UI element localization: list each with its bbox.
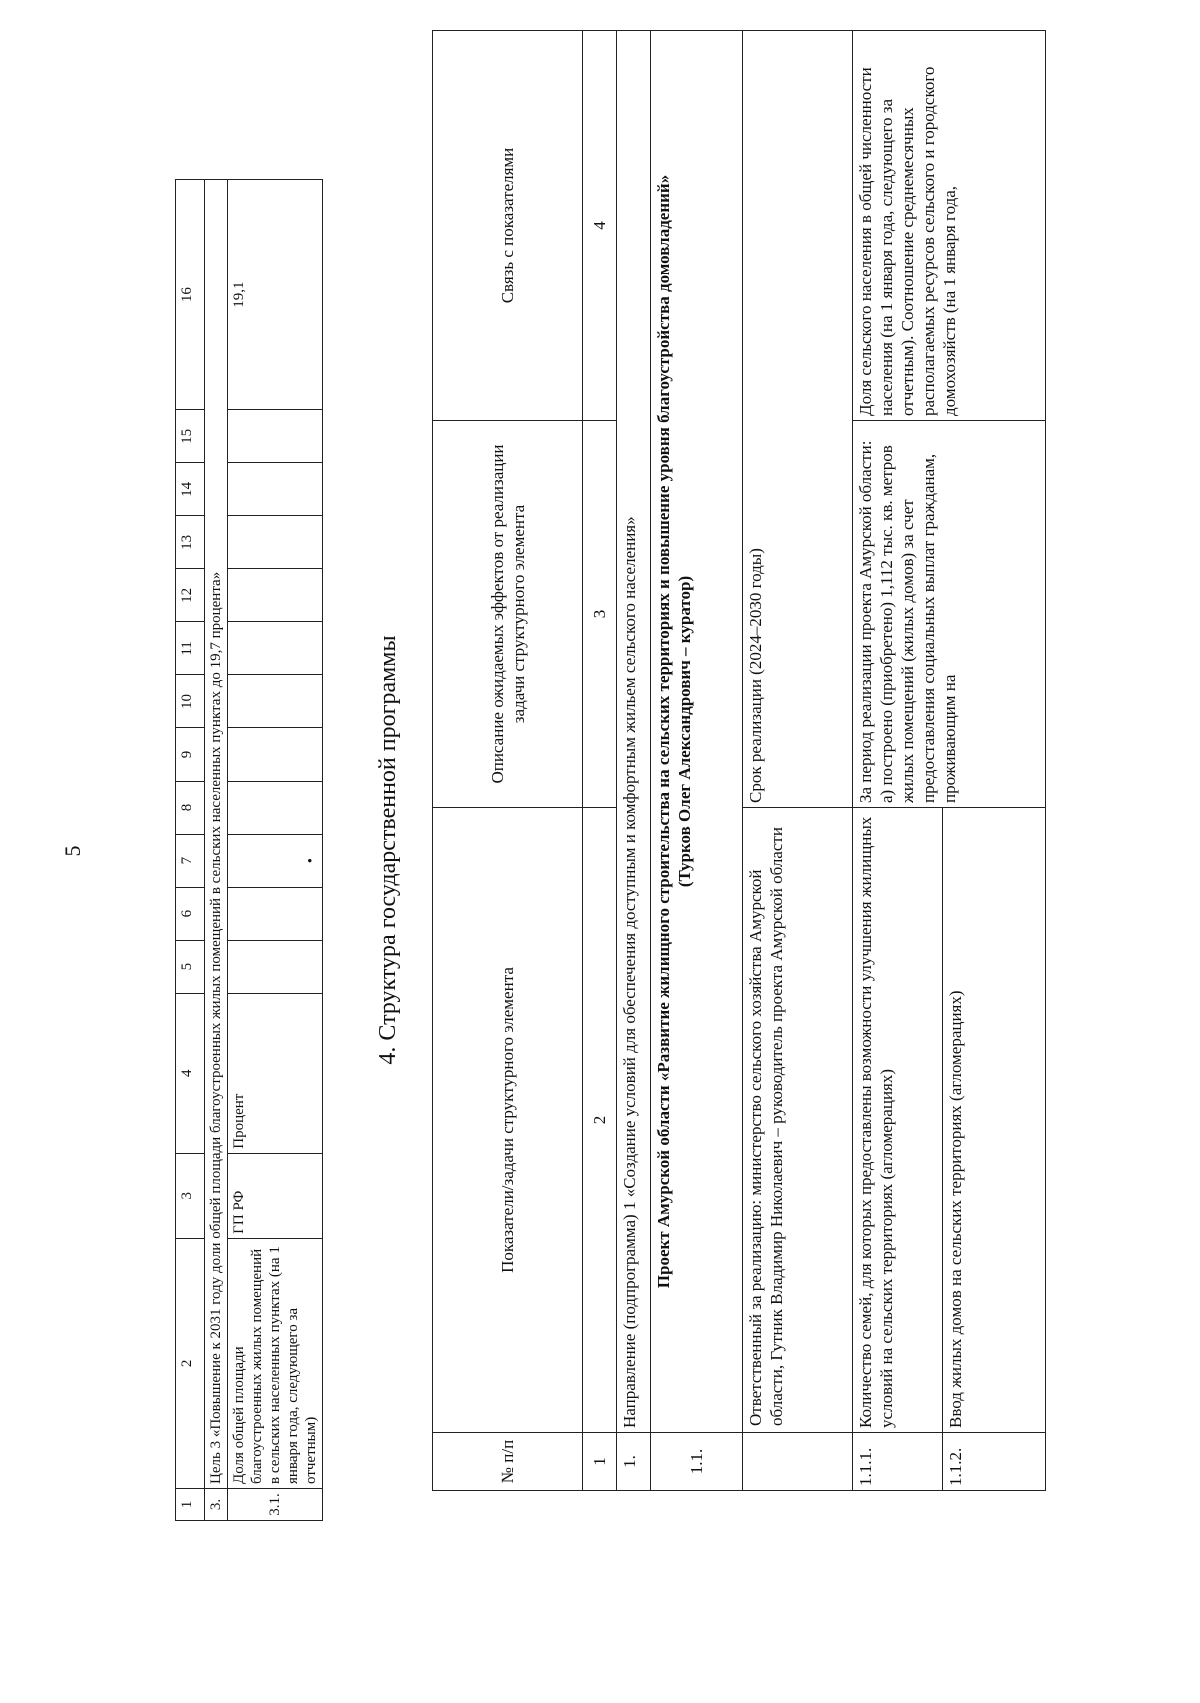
col-number: 6 xyxy=(176,887,205,940)
header-link: Связь с показателями xyxy=(433,31,583,421)
col-number: 9 xyxy=(176,728,205,781)
effect-text: За период реализации проекта Амурской области: а) построено (приобретено) 1,112 тыс. кв. метров жилых помещений (жилых домов) за счет предоставления социальных выплат гражданам, проживающим на xyxy=(856,440,959,803)
indicator-row xyxy=(228,180,323,1521)
col-number: 2 xyxy=(583,808,617,1433)
col-number: 5 xyxy=(176,940,205,993)
header-num: № п/п xyxy=(433,1433,583,1491)
project-name: Проект Амурской области «Развитие жилищного строительства на сельских территориях и повышение уровня благоустройства домовладений» xyxy=(654,174,673,1289)
col-number: 1 xyxy=(176,1488,205,1520)
indicators-table xyxy=(175,179,323,1521)
page-number: 5 xyxy=(60,845,85,857)
link-text: Доля сельского населения в общей численности населения (на 1 января года, следующего за отчетным). Соотношение среднемесячных располагаемых ресурсов сельского и городского домохозяйств (на 1 января года, xyxy=(856,66,959,416)
empty-cell xyxy=(228,569,323,622)
col-number: 4 xyxy=(583,31,617,421)
col-number: 1 xyxy=(583,1433,617,1491)
header-effects: Описание ожидаемых эффектов от реализации задачи структурного элемента xyxy=(433,421,583,808)
goal-number: 3. xyxy=(205,1488,228,1520)
implementation-term: Срок реализации (2024–2030 годы) xyxy=(743,31,853,808)
col-number: 13 xyxy=(176,516,205,569)
empty-cell xyxy=(228,940,323,993)
empty-cell xyxy=(228,887,323,940)
col-number: 11 xyxy=(176,622,205,675)
direction-text: Направление (подпрограмма) 1 «Создание условий для обеспечения доступным и комфортным жильем сельского населения» xyxy=(617,31,651,1433)
indicator-unit: Процент xyxy=(228,993,323,1153)
column-number-row xyxy=(583,31,617,1491)
task-number: 1.1.1. xyxy=(853,1433,943,1491)
structure-table xyxy=(432,30,1046,1491)
empty-cell xyxy=(228,728,323,781)
indicator-value: 19,1 xyxy=(228,180,323,410)
task-text: Количество семей, для которых предоставлены возможности улучшения жилищных условий на сельских территориях (агломерациях) xyxy=(853,808,943,1433)
col-number: 12 xyxy=(176,569,205,622)
col-number: 7 xyxy=(176,834,205,887)
indicator-link xyxy=(853,31,1046,421)
responsible-text: Ответственный за реализацию: министерство сельского хозяйства Амурской области, Гутник Владимир Николаевич – руководитель проекта Амурской области xyxy=(743,808,853,1433)
column-number-row xyxy=(176,180,205,1521)
project-number: 1.1. xyxy=(651,1433,743,1491)
project-row xyxy=(651,31,743,1491)
empty-cell xyxy=(228,622,323,675)
indicator-number: 3.1. xyxy=(228,1488,323,1520)
col-number: 4 xyxy=(176,993,205,1153)
project-title xyxy=(651,31,743,1433)
effect-description xyxy=(853,421,1046,808)
indicator-name: Доля общей площади благоустроенных жилых помещений в сельских населенных пунктах (на 1 января года, следующего за отчетным) xyxy=(228,1238,323,1488)
empty-cell xyxy=(228,516,323,569)
goal-row xyxy=(205,180,228,1521)
empty-cell xyxy=(228,463,323,516)
empty-cell xyxy=(228,675,323,728)
goal-text: Цель 3 «Повышение к 2031 году доли общей площади благоустроенных жилых помещений в сельских населенных пунктах до 19,7 процента» xyxy=(205,180,228,1489)
header-tasks: Показатели/задачи структурного элемента xyxy=(433,808,583,1433)
responsible-row xyxy=(743,31,853,1491)
col-number: 14 xyxy=(176,463,205,516)
indicator-level: ГП РФ xyxy=(228,1153,323,1238)
col-number: 8 xyxy=(176,781,205,834)
section-title: 4. Структура государственной программы xyxy=(375,635,401,1065)
task-row xyxy=(853,31,943,1491)
col-number: 10 xyxy=(176,675,205,728)
col-number: 15 xyxy=(176,410,205,463)
col-number: 16 xyxy=(176,180,205,410)
empty-cell xyxy=(743,1433,853,1491)
direction-number: 1. xyxy=(617,1433,651,1491)
direction-row xyxy=(617,31,651,1491)
cell-mark: • xyxy=(228,834,323,887)
project-curator: (Турков Олег Александрович – куратор) xyxy=(675,575,694,888)
task-text: Ввод жилых домов на сельских территориях (агломерациях) xyxy=(943,808,1046,1433)
col-number: 3 xyxy=(583,421,617,808)
empty-cell xyxy=(228,410,323,463)
header-row xyxy=(433,31,583,1491)
col-number: 3 xyxy=(176,1153,205,1238)
empty-cell xyxy=(228,781,323,834)
task-number: 1.1.2. xyxy=(943,1433,1046,1491)
col-number: 2 xyxy=(176,1238,205,1488)
